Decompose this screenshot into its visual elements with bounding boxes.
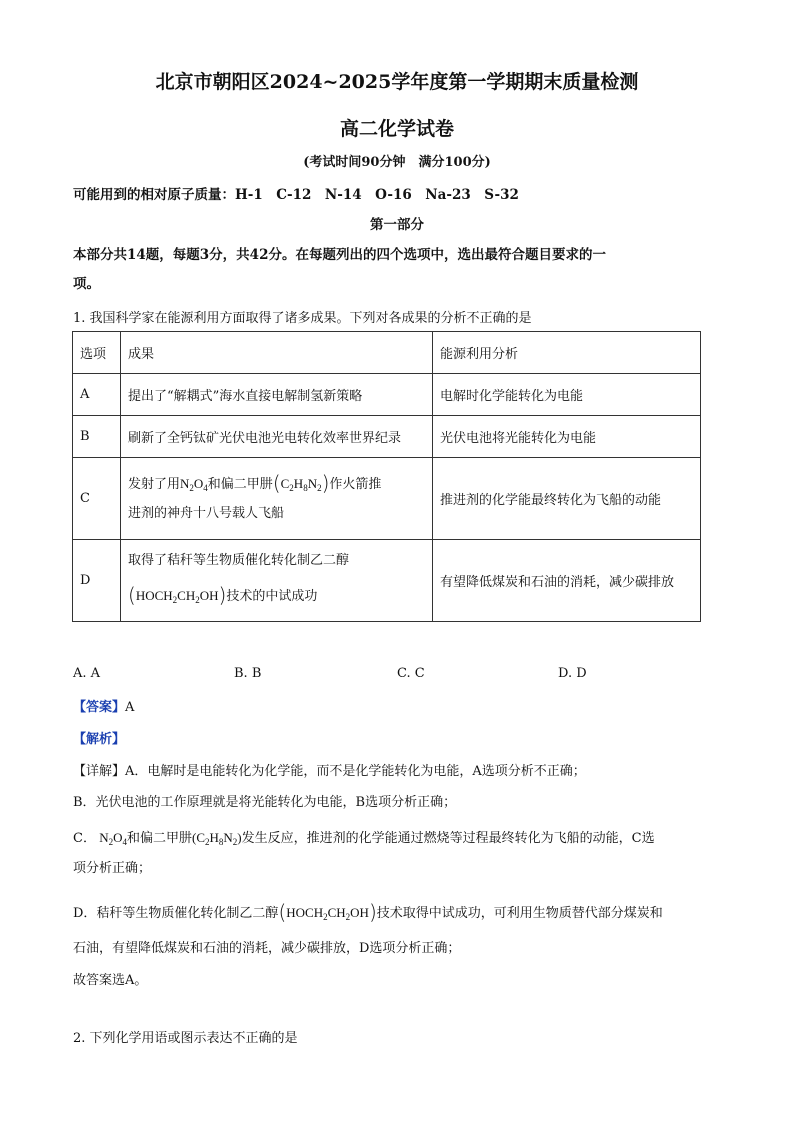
achievement-text: 作火箭推 [329,477,382,492]
detail-c-text: 发生反应，推进剂的化学能通过燃烧等过程最终转化为飞船的动能，C选 [241,831,655,846]
atomic-masses: 可能用到的相对原子质量：H-1 C-12 N-14 O-16 Na-23 S-32 [73,187,519,203]
instructions-line1: 本部分共14题，每题3分，共42分。在每题列出的四个选项中，选出最符合题目要求的一 [73,247,606,263]
conclusion: 故答案选A。 [73,973,148,988]
table-cell-achievement: 刷新了全钙钛矿光伏电池光电转化效率世界纪录 [121,416,433,458]
table-header-option: 选项 [73,332,121,374]
choice-d: D. D [558,666,587,681]
formula-c2h8n2: $(C_2H_8N_2)$ [192,830,242,847]
table-cell-option: D [73,540,121,622]
table-header-row [73,332,701,374]
table-cell-option: A [73,374,121,416]
achievement-text: 发射了用 [128,477,181,492]
detail-a-text: A．电解时是电能转化为化学能，而不是化学能转化为电能，A选项分析不正确； [125,764,586,779]
answer-line [73,696,134,715]
table-cell-analysis: 光伏电池将光能转化为电能 [433,416,701,458]
table-cell-analysis: 推进剂的化学能最终转化为飞船的动能 [433,458,701,540]
choice-b: B. B [234,666,262,681]
achievement-text: 和偏二甲肼 [207,477,273,492]
table-cell-option: C [73,458,121,540]
answer-value: A [125,700,135,715]
formula-n2o4: $N_2O_4$ [95,830,127,847]
question-1-stem: 1. 我国科学家在能源利用方面取得了诸多成果。下列对各成果的分析不正确的是 [73,311,532,326]
analysis-line [73,728,125,747]
table-cell-analysis: 电解时化学能转化为电能 [433,374,701,416]
table-row [73,416,701,458]
detail-d-line2: 石油，有望降低煤炭和石油的消耗，减少碳排放，D选项分析正确； [73,941,461,956]
detail-d-text: 技术取得中试成功，可利用生物质替代部分煤炭和 [376,906,663,921]
achievement-text: 技术的中试成功 [226,589,318,604]
table-row [73,458,701,540]
achievement-text: 取得了秸秆等生物质催化转化制乙二醇 [128,553,350,568]
table-cell-option: B [73,416,121,458]
formula-ethylene-glycol: $(HOCH_2CH_2OH)$ [128,583,227,607]
formula-c2h8n2: $(C_2H_8N_2)$ [272,471,330,495]
detail-b-line: B．光伏电池的工作原理就是将光能转化为电能，B选项分析正确； [73,795,457,810]
table-cell-achievement: 提出了“解耦式”海水直接电解制氢新策略 [121,374,433,416]
detail-c-text: 和偏二甲肼 [126,831,192,846]
table-row [73,374,701,416]
exam-title: 北京市朝阳区2024~2025学年度第一学期期末质量检测 [155,71,639,93]
detail-d-text: D．秸秆等生物质催化转化制乙二醇 [73,906,279,921]
table-header-analysis: 能源利用分析 [433,332,701,374]
table-cell-achievement [121,540,433,622]
exam-info: (考试时间90分钟 满分100分) [303,155,491,170]
choice-a: A. A [73,666,101,681]
instructions-line2: 项。 [73,276,100,292]
detail-c-line [73,827,655,847]
formula-n2o4: $N_2O_4$ [180,476,208,493]
table-header-achievement: 成果 [121,332,433,374]
formula-ethylene-glycol: $(HOCH_2CH_2OH)$ [278,900,377,924]
detail-c-text: C． [73,831,96,846]
detail-c-line2: 项分析正确； [73,861,152,876]
exam-subtitle: 高二化学试卷 [339,118,454,140]
choice-c: C. C [397,666,425,681]
table-cell-achievement [121,458,433,540]
question-1-table [72,331,701,622]
detail-a-line [73,760,586,779]
detail-d-line [73,900,663,924]
table-cell-analysis: 有望降低煤炭和石油的消耗，减少碳排放 [433,540,701,622]
answer-label: 【答案】 [73,700,126,715]
question-2-stem: 2. 下列化学用语或图示表达不正确的是 [73,1031,298,1046]
detail-label: 【详解】 [73,764,126,779]
achievement-text: 进剂的神舟十八号载人飞船 [128,506,285,521]
table-row [73,540,701,622]
part-title: 第一部分 [370,217,424,233]
analysis-label: 【解析】 [73,732,126,747]
